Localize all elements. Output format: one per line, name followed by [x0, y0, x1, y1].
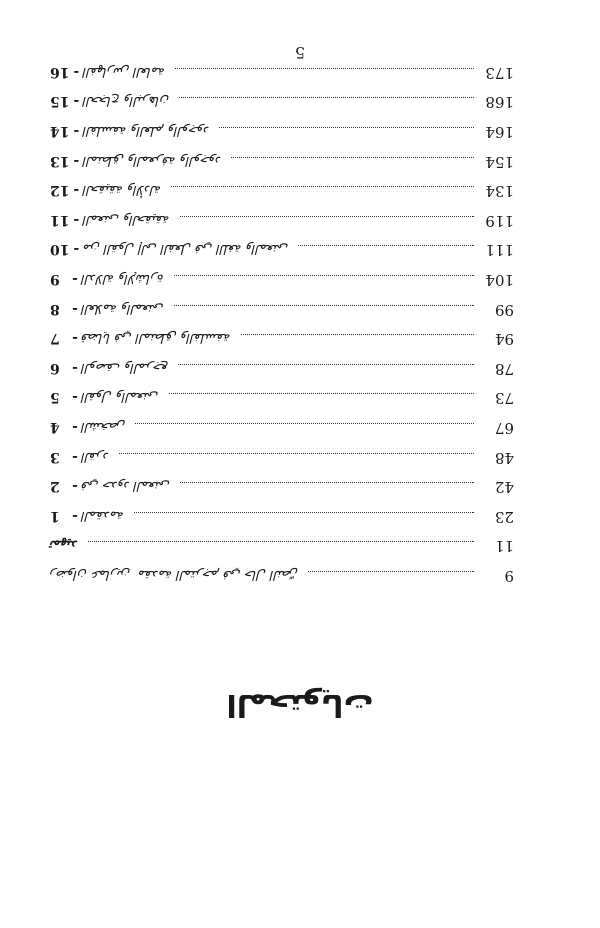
toc-row	[50, 176, 514, 206]
dot-leader	[178, 364, 474, 366]
toc-label: المقدمة	[81, 507, 125, 523]
toc-label: الحجاج والبرهان	[83, 93, 170, 109]
toc-separator: -	[72, 478, 78, 495]
dot-leader	[134, 512, 474, 514]
toc-number: 15	[50, 93, 70, 110]
toc-number: 6	[50, 359, 60, 376]
toc-page-number: 119	[485, 211, 514, 230]
toc-page-number: 164	[485, 123, 514, 142]
toc-page-number: 104	[485, 271, 514, 290]
toc-page-number: 94	[494, 330, 514, 349]
toc-separator: -	[72, 359, 78, 376]
toc-page-number: 154	[485, 152, 514, 171]
dot-leader	[180, 482, 474, 484]
dot-leader	[241, 334, 474, 336]
toc-label: الدلالة والإشارة	[81, 271, 164, 287]
dot-leader	[119, 453, 474, 455]
toc-intro-label: مقدمة المترجم في حال النصّ	[138, 567, 298, 582]
dot-leader	[299, 245, 475, 247]
toc-separator: -	[73, 93, 80, 110]
toc-row-intro	[50, 560, 514, 590]
toc-page-number: 11	[494, 537, 514, 556]
toc-separator: -	[73, 211, 80, 228]
toc-separator: -	[72, 300, 78, 317]
toc-separator: -	[72, 448, 78, 465]
toc-label: المعنى والحقيقة	[83, 211, 170, 227]
toc-number: 7	[50, 330, 60, 347]
toc-row	[50, 294, 514, 324]
toc-page-number: 78	[494, 359, 514, 378]
toc-row	[50, 324, 514, 354]
toc-separator: -	[73, 241, 80, 258]
toc-label: القول والمعنى	[81, 389, 159, 405]
toc-number: 13	[50, 152, 70, 169]
toc-number: 14	[50, 123, 70, 140]
toc-number: 10	[50, 241, 70, 258]
toc-row	[50, 117, 514, 147]
toc-number: 1	[50, 507, 60, 524]
toc-label: المنطق والمعرفة والوجود	[83, 152, 222, 168]
toc-number: 9	[50, 271, 60, 288]
toc-row	[50, 87, 514, 117]
toc-number: 5	[50, 389, 60, 406]
toc-page-number: 173	[485, 63, 514, 82]
toc-separator: -	[72, 330, 78, 347]
dot-leader	[231, 157, 474, 159]
toc-page-number: 9	[504, 567, 514, 585]
toc-page-number: 67	[494, 419, 514, 438]
toc-page-number: 134	[485, 182, 514, 201]
toc-row	[50, 501, 514, 531]
toc-label: العلامة والمعنى	[81, 300, 164, 316]
toc-row	[50, 353, 514, 383]
toc-row-foreword	[50, 531, 514, 561]
page-title: المحتويات	[226, 687, 374, 722]
dot-leader	[174, 305, 474, 307]
toc-label: من القول إلى الفعل في اللغة والمعنى	[83, 241, 289, 257]
toc-number: 16	[50, 63, 70, 80]
toc-label: قضايا في المنطق والفلسفة	[81, 330, 231, 346]
toc-separator: -	[73, 182, 80, 199]
toc-row	[50, 383, 514, 413]
toc-number: 12	[50, 182, 70, 199]
dot-leader	[308, 571, 474, 573]
toc-label: في حدود المعنى	[81, 478, 171, 494]
toc-label: الفلسفة والعلم والوجود	[83, 123, 210, 139]
toc-row	[50, 472, 514, 502]
dot-leader	[179, 98, 474, 100]
toc-number: 8	[50, 300, 60, 317]
toc-number: 2	[50, 478, 60, 495]
toc-label: الشخص	[81, 419, 126, 435]
dot-leader	[175, 68, 474, 70]
toc-number: 3	[50, 448, 60, 465]
toc-row	[50, 146, 514, 176]
dot-leader	[135, 423, 474, 425]
toc-row	[50, 264, 514, 294]
dot-leader	[174, 275, 474, 277]
toc-page-number: 23	[494, 507, 514, 526]
toc-row	[50, 235, 514, 265]
toc-row	[50, 412, 514, 442]
toc-page-number: 111	[485, 241, 514, 260]
toc-page-number: 168	[485, 93, 514, 112]
table-of-contents	[50, 57, 514, 590]
toc-row	[50, 442, 514, 472]
toc-separator: -	[73, 63, 80, 80]
toc-label: الحقيقة والأدلة	[83, 182, 162, 198]
toc-page-number: 42	[494, 478, 514, 497]
toc-separator: -	[72, 271, 78, 288]
toc-separator: -	[73, 152, 80, 169]
page-number: 5	[294, 43, 306, 62]
toc-number: 4	[50, 419, 60, 436]
toc-label: الوصف والمرجع	[81, 359, 169, 375]
toc-row	[50, 205, 514, 235]
toc-separator: -	[72, 419, 78, 436]
dot-leader	[169, 393, 474, 395]
toc-separator: -	[72, 507, 78, 524]
toc-page-number: 99	[494, 300, 514, 319]
toc-separator: -	[72, 389, 78, 406]
toc-label: الفهارس العامة	[83, 63, 166, 79]
toc-separator: -	[73, 123, 80, 140]
dot-leader	[171, 186, 474, 188]
dot-leader	[180, 216, 474, 218]
toc-page-number: 48	[494, 448, 514, 467]
toc-label: الفرد	[81, 448, 109, 464]
dot-leader	[88, 541, 474, 543]
toc-number: 11	[50, 211, 70, 228]
toc-page-number: 73	[494, 389, 514, 408]
dot-leader	[219, 127, 474, 129]
toc-foreword-label: تمهيد	[50, 537, 78, 553]
toc-author: رضوان عمارين	[50, 567, 131, 582]
